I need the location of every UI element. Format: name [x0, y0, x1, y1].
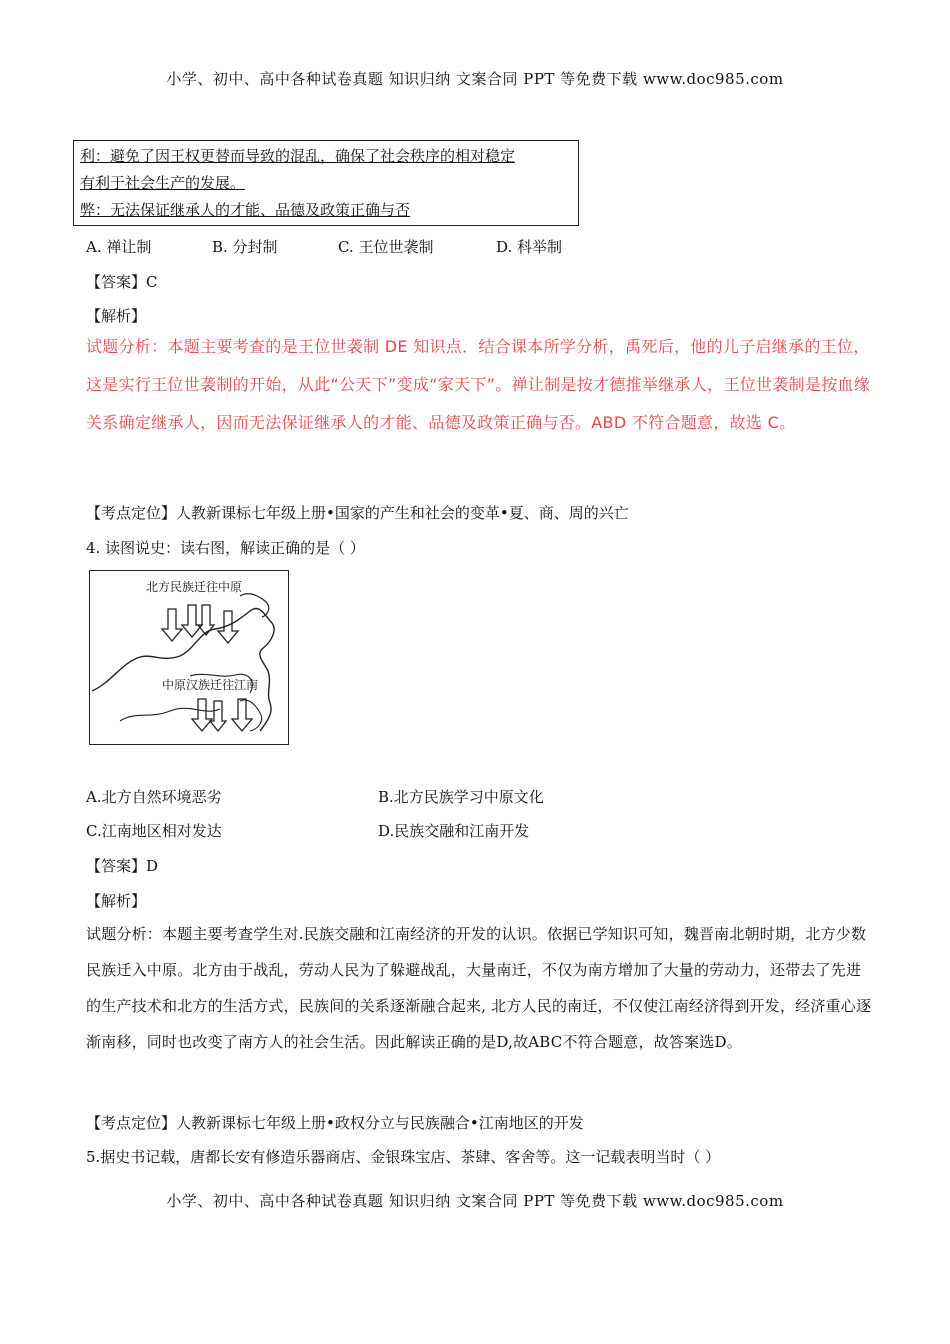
q4-option-d: D.民族交融和江南开发: [378, 822, 530, 840]
cons-line: 弊：无法保证继承人的才能、品德及政策正确与否: [80, 201, 411, 219]
q3-option-c: C. 王位世袭制: [338, 238, 434, 256]
q4-option-a: A.北方自然环境恶劣: [86, 788, 222, 806]
q3-analysis-label: 【解析】: [86, 307, 147, 325]
q3-kaodian: 【考点定位】人教新课标七年级上册•国家的产生和社会的变革•夏、商、周的兴亡: [86, 504, 629, 522]
q3-option-d: D. 科举制: [496, 238, 563, 256]
map-label-south: 中原汉族迁往江南: [162, 678, 259, 692]
q4-answer: 【答案】D: [86, 857, 159, 875]
q4-analysis-label: 【解析】: [86, 892, 147, 910]
migration-map: [89, 570, 289, 745]
q3-option-a: A. 禅让制: [86, 238, 152, 256]
q4-option-b: B.北方民族学习中原文化: [378, 788, 544, 806]
pros-line-2: 有利于社会生产的发展。: [80, 174, 246, 192]
q5-stem: 5.据史书记载，唐都长安有修造乐器商店、金银珠宝店、茶肆、客舍等。这一记载表明当时（ ）: [86, 1148, 721, 1166]
map-label-north: 北方民族迁往中原: [146, 580, 243, 594]
page-header: 小学、初中、高中各种试卷真题 知识归纳 文案合同 PPT 等免费下载 www.doc985.com: [166, 70, 784, 88]
q4-kaodian: 【考点定位】人教新课标七年级上册•政权分立与民族融合•江南地区的开发: [86, 1114, 584, 1132]
q3-answer: 【答案】C: [86, 273, 158, 291]
pros-cons-box: [73, 140, 579, 226]
pros-line-1: 利：避免了因王权更替而导致的混乱，确保了社会秩序的相对稳定: [80, 147, 516, 165]
map-drawing: [90, 571, 288, 744]
page-footer: 小学、初中、高中各种试卷真题 知识归纳 文案合同 PPT 等免费下载 www.doc985.com: [166, 1192, 784, 1210]
q4-stem: 4. 读图说史：读右图，解读正确的是（ ）: [86, 539, 365, 557]
q3-analysis-text: 试题分析：本题主要考查的是王位世袭制 DE 知识点．结合课本所学分析，禹死后，他的儿子启继承的王位，这是实行王位世袭制的开始，从此“公天下”变成“家天下”。禅让制是按才德推举继承人，王位世袭制是按血缘关系确定继承人，因而无法保证继承人的才能、品德及政策正确与否。ABD 不符合题意，故选 C。: [86, 337, 871, 432]
q3-option-b: B. 分封制: [212, 238, 278, 256]
q4-option-c: C.江南地区相对发达: [86, 822, 222, 840]
q4-analysis-text: 试题分析：本题主要考查学生对.民族交融和江南经济的开发的认识。依据已学知识可知，魏晋南北朝时期，北方少数民族迁入中原。北方由于战乱，劳动人民为了躲避战乱，大量南迁，不仅为南方增加了大量的劳动力，还带去了先进的生产技术和北方的生活方式，民族间的关系逐渐融合起来, 北方人民的南迁，不仅使江南经济得到开发，经济重心逐渐南移，同时也改变了南方人的社会生活。因此解读正确的是D,故ABC不符合题意，故答案选D。: [86, 925, 872, 1051]
